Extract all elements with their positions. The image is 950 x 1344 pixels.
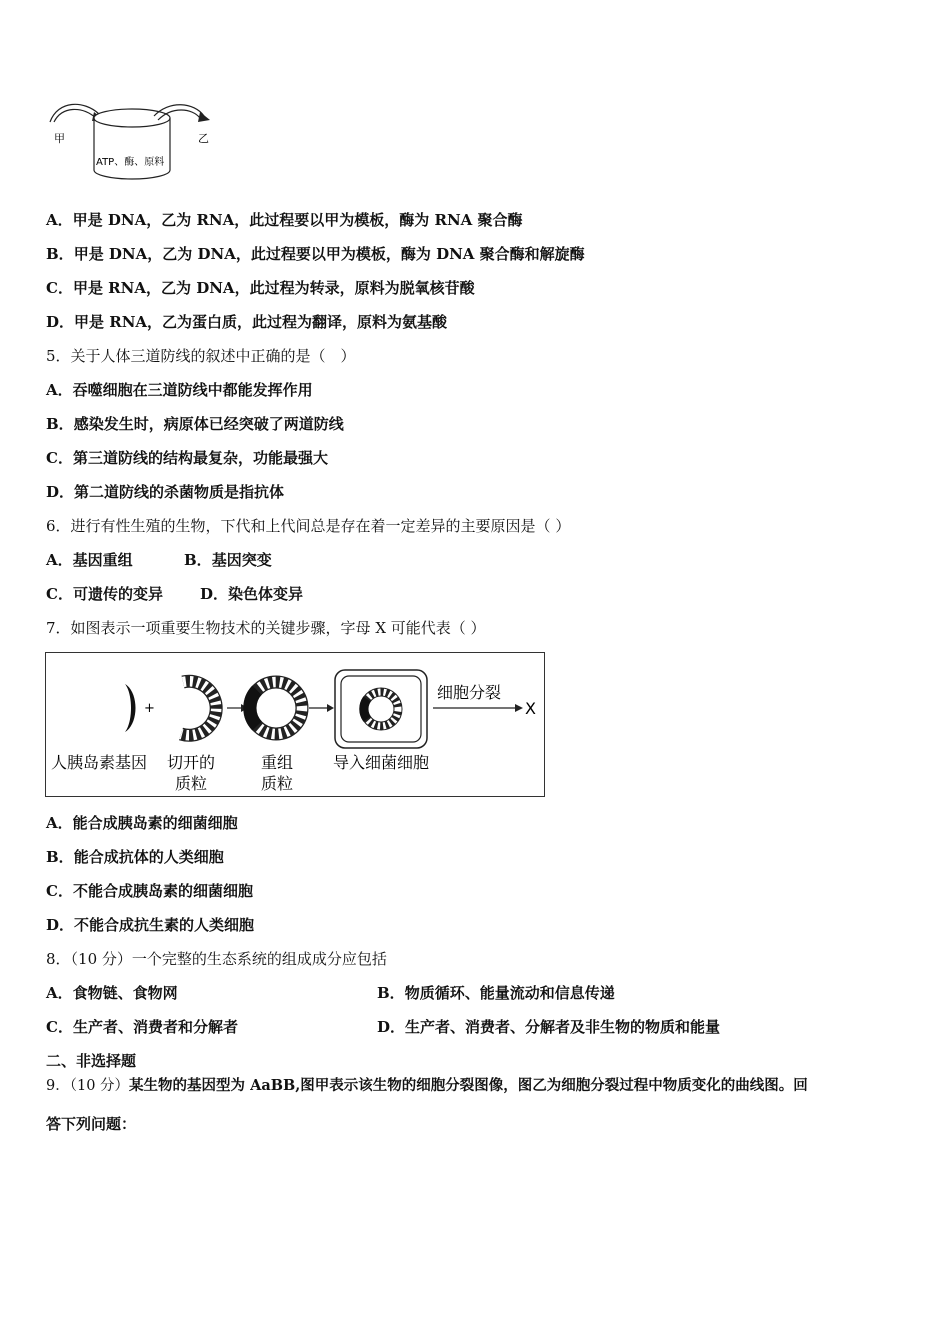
q8-stem: 8．（10 分）一个完整的生态系统的组成成分应包括 bbox=[46, 950, 387, 968]
section-heading: 二、非选择题 bbox=[46, 1052, 137, 1070]
q7-option-c: C．不能合成胰岛素的细菌细胞 bbox=[46, 882, 253, 900]
q6-option-c: C．可遗传的变异 bbox=[46, 585, 163, 603]
label-inside: ATP、酶、原料 bbox=[96, 157, 165, 168]
q5-stem: 5．关于人体三道防线的叙述中正确的是（ ） bbox=[46, 347, 356, 365]
q8-option-a: A．食物链、食物网 bbox=[46, 984, 178, 1002]
q9-stem: 9．（10 分）某生物的基因型为 AaBB,图甲表示该生物的细胞分裂图像，图乙为细胞分裂过程中物质变化的曲线图。回 bbox=[46, 1077, 808, 1094]
label-recomb-plasmid-1: 重组 bbox=[261, 753, 294, 772]
q6-option-d: D．染色体变异 bbox=[200, 585, 304, 603]
q7-option-d: D．不能合成抗生素的人类细胞 bbox=[46, 916, 255, 934]
label-jia: 甲 bbox=[54, 132, 65, 145]
label-insulin-gene: 人胰岛素基因 bbox=[51, 753, 148, 772]
label-x: X bbox=[525, 699, 536, 718]
q4-option-b: B．甲是 DNA，乙为 DNA，此过程要以甲为模板，酶为 DNA 聚合酶和解旋酶 bbox=[46, 245, 585, 263]
label-cut-plasmid-1: 切开的 bbox=[167, 753, 216, 772]
q4-option-d: D．甲是 RNA，乙为蛋白质，此过程为翻译，原料为氨基酸 bbox=[46, 313, 448, 331]
q6-option-a: A．基因重组 bbox=[46, 551, 133, 569]
q4-option-a: A．甲是 DNA，乙为 RNA，此过程要以甲为模板，酶为 RNA 聚合酶 bbox=[46, 211, 523, 229]
label-yi: 乙 bbox=[198, 132, 209, 145]
q8-option-d: D．生产者、消费者、分解者及非生物的物质和能量 bbox=[377, 1018, 721, 1036]
q5-option-a: A．吞噬细胞在三道防线中都能发挥作用 bbox=[46, 381, 313, 399]
q8-option-b: B．物质循环、能量流动和信息传递 bbox=[377, 984, 615, 1002]
q7-stem: 7．如图表示一项重要生物技术的关键步骤，字母 X 可能代表（ ） bbox=[46, 619, 486, 637]
genetic-engineering-diagram bbox=[45, 652, 545, 797]
q4-option-c: C．甲是 RNA，乙为 DNA，此过程为转录，原料为脱氧核苷酸 bbox=[46, 279, 475, 297]
q7-option-b: B．能合成抗体的人类细胞 bbox=[46, 848, 224, 866]
q9-stem-cont: 答下列问题： bbox=[46, 1115, 137, 1133]
label-division: 细胞分裂 bbox=[437, 683, 502, 702]
left-arrow bbox=[50, 104, 99, 122]
label-import: 导入细菌细胞 bbox=[333, 753, 430, 772]
q8-option-c: C．生产者、消费者和分解者 bbox=[46, 1018, 238, 1036]
plus-sign: + bbox=[144, 701, 155, 716]
label-cut-plasmid-2: 质粒 bbox=[175, 774, 208, 793]
q5-option-b: B．感染发生时，病原体已经突破了两道防线 bbox=[46, 415, 344, 433]
q6-option-b: B．基因突变 bbox=[184, 551, 272, 569]
transcription-diagram bbox=[44, 100, 214, 190]
q7-option-a: A．能合成胰岛素的细菌细胞 bbox=[46, 814, 238, 832]
q6-stem: 6．进行有性生殖的生物，下代和上代间总是存在着一定差异的主要原因是（ ） bbox=[46, 517, 571, 535]
q5-option-c: C．第三道防线的结构最复杂，功能最强大 bbox=[46, 449, 328, 467]
left-arrow-inner bbox=[54, 109, 96, 122]
q5-option-d: D．第二道防线的杀菌物质是指抗体 bbox=[46, 483, 285, 501]
label-recomb-plasmid-2: 质粒 bbox=[261, 774, 294, 793]
